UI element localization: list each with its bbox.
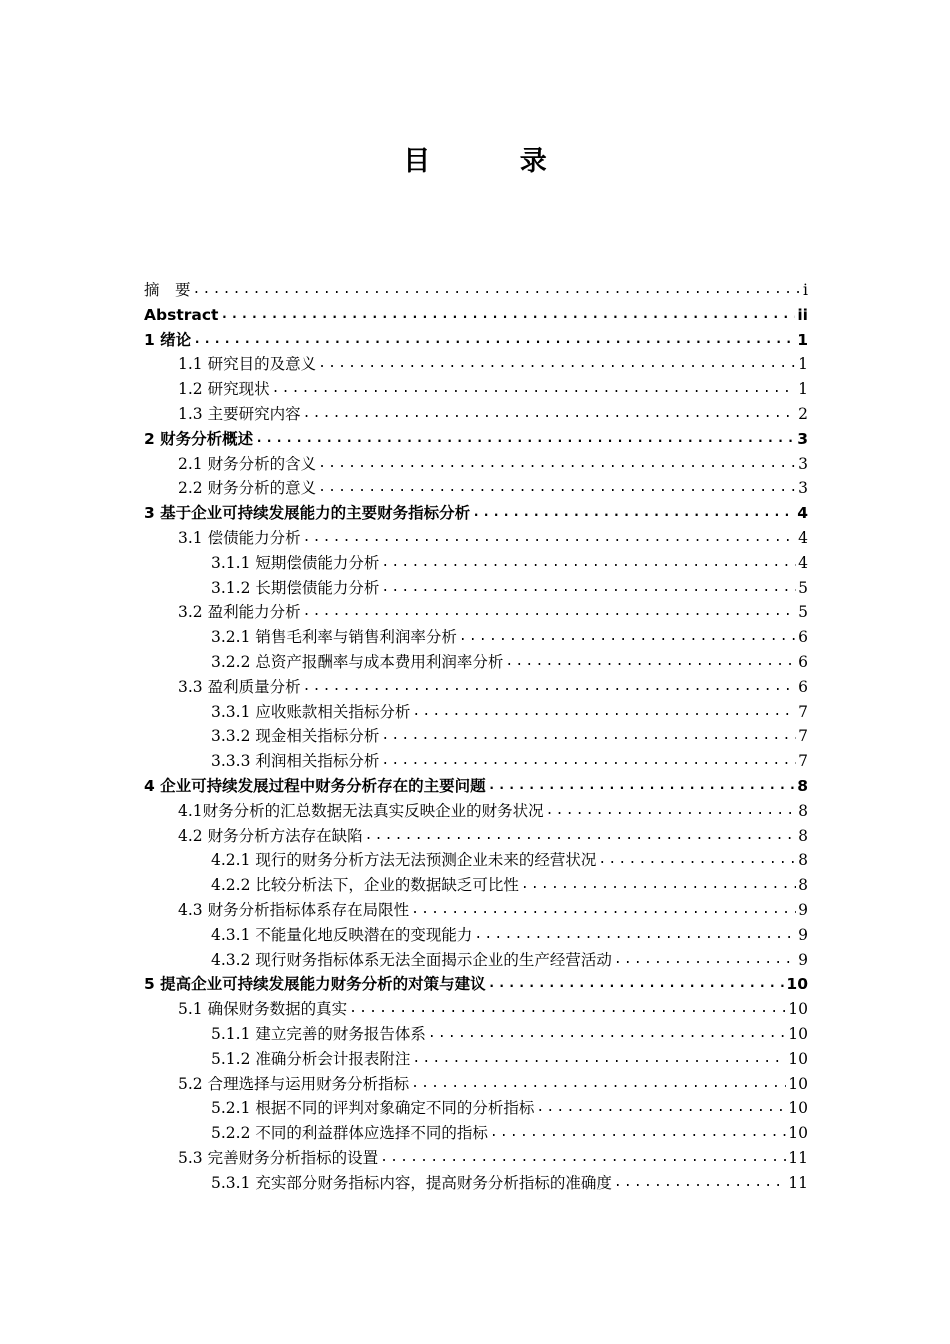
toc-page-number: 10 <box>788 1099 808 1118</box>
toc-entry-label: 5.2.2 不同的利益群体应选择不同的指标 <box>211 1124 488 1143</box>
toc-entry-label: 4.3 财务分析指标体系存在局限性 <box>178 900 410 919</box>
toc-entry[interactable] <box>144 650 808 675</box>
dot-leader <box>318 452 796 477</box>
toc-entry-label: 5.2 合理选择与运用财务分析指标 <box>178 1074 410 1093</box>
toc-entry[interactable] <box>144 1146 808 1171</box>
toc-page-number: 2 <box>798 404 808 423</box>
toc-entry-label: 3.3.1 应收账款相关指标分析 <box>211 702 411 721</box>
toc-page-number: 5 <box>798 603 808 622</box>
dot-leader <box>411 898 796 923</box>
toc-entry[interactable] <box>144 997 808 1022</box>
dot-leader <box>220 303 795 328</box>
toc-entry[interactable] <box>144 972 808 997</box>
table-of-contents <box>144 278 808 1195</box>
dot-leader <box>303 600 797 625</box>
toc-entry[interactable] <box>144 427 808 452</box>
toc-page-number: 6 <box>798 652 808 671</box>
toc-entry[interactable] <box>144 352 808 377</box>
toc-entry-label: 1.2 研究现状 <box>178 380 270 399</box>
toc-entry[interactable] <box>144 824 808 849</box>
toc-page-number: 7 <box>798 702 808 721</box>
dot-leader <box>411 1072 786 1097</box>
toc-page-number: 10 <box>788 1124 808 1143</box>
dot-leader <box>255 427 795 452</box>
toc-page-number: 10 <box>786 975 808 994</box>
dot-leader <box>488 972 785 997</box>
dot-leader <box>381 749 796 774</box>
dot-leader <box>459 625 796 650</box>
toc-entry[interactable] <box>144 1022 808 1047</box>
toc-page-number: 9 <box>798 900 808 919</box>
toc-entry[interactable] <box>144 799 808 824</box>
dot-leader <box>614 1171 786 1196</box>
dot-leader <box>412 1047 786 1072</box>
toc-entry-label: 3.3 盈利质量分析 <box>178 677 301 696</box>
toc-entry-label: 5.1 确保财务数据的真实 <box>178 1000 348 1019</box>
dot-leader <box>412 700 796 725</box>
toc-page-number: 4 <box>798 528 808 547</box>
toc-entry-label: 5.1.1 建立完善的财务报告体系 <box>211 1024 426 1043</box>
toc-page-number: 11 <box>788 1148 808 1167</box>
dot-leader <box>472 501 795 526</box>
toc-entry[interactable] <box>144 1121 808 1146</box>
toc-entry-label: 3.3.2 现金相关指标分析 <box>211 727 380 746</box>
toc-entry-label: 4 企业可持续发展过程中财务分析存在的主要问题 <box>144 776 486 795</box>
toc-page-number: 10 <box>788 1000 808 1019</box>
toc-page-number: 6 <box>798 677 808 696</box>
dot-leader <box>303 402 797 427</box>
toc-entry[interactable] <box>144 303 808 328</box>
dot-leader <box>365 824 797 849</box>
toc-page-number: 6 <box>798 628 808 647</box>
toc-entry[interactable] <box>144 551 808 576</box>
toc-entry-label: 3.1.1 短期偿债能力分析 <box>211 553 380 572</box>
dot-leader <box>380 1146 786 1171</box>
toc-entry[interactable] <box>144 1047 808 1072</box>
dot-leader <box>428 1022 786 1047</box>
toc-entry[interactable] <box>144 278 808 303</box>
toc-entry-label: 3.3.3 利润相关指标分析 <box>211 752 380 771</box>
toc-page-number: 10 <box>788 1024 808 1043</box>
toc-page-number: 3 <box>797 429 808 448</box>
toc-page-number: ii <box>797 305 808 324</box>
toc-entry[interactable] <box>144 600 808 625</box>
toc-entry[interactable] <box>144 898 808 923</box>
dot-leader <box>488 774 796 799</box>
toc-entry[interactable] <box>144 452 808 477</box>
dot-leader <box>490 1121 786 1146</box>
toc-entry[interactable] <box>144 476 808 501</box>
toc-entry[interactable] <box>144 576 808 601</box>
toc-page-number: 5 <box>798 578 808 597</box>
toc-entry[interactable] <box>144 1072 808 1097</box>
dot-leader <box>598 848 796 873</box>
toc-entry-label: 4.3.1 不能量化地反映潜在的变现能力 <box>211 925 473 944</box>
dot-leader <box>303 526 797 551</box>
toc-page-number: 8 <box>797 776 808 795</box>
toc-entry[interactable] <box>144 948 808 973</box>
dot-leader <box>303 675 797 700</box>
toc-entry-label: 4.2 财务分析方法存在缺陷 <box>178 826 363 845</box>
toc-page-number: i <box>803 281 808 299</box>
toc-entry[interactable] <box>144 526 808 551</box>
toc-page-number: 10 <box>788 1049 808 1068</box>
toc-page-number: 7 <box>798 727 808 746</box>
toc-entry-label: 5.1.2 准确分析会计报表附注 <box>211 1049 411 1068</box>
toc-entry[interactable] <box>144 923 808 948</box>
dot-leader <box>614 948 796 973</box>
toc-page-number: 7 <box>798 752 808 771</box>
toc-page-number: 3 <box>798 454 808 473</box>
toc-entry-label: 1.1 研究目的及意义 <box>178 355 317 374</box>
dot-leader <box>349 997 786 1022</box>
toc-page-number: 10 <box>788 1074 808 1093</box>
toc-entry-label: 2.1 财务分析的含义 <box>178 454 317 473</box>
toc-entry-label: 5.2.1 根据不同的评判对象确定不同的分析指标 <box>211 1099 535 1118</box>
toc-entry-label: 5.3 完善财务分析指标的设置 <box>178 1148 379 1167</box>
toc-entry-label: 3 基于企业可持续发展能力的主要财务指标分析 <box>144 504 471 523</box>
dot-leader <box>318 352 796 377</box>
toc-entry-label: 4.3.2 现行财务指标体系无法全面揭示企业的生产经营活动 <box>211 950 612 969</box>
dot-leader <box>272 377 797 402</box>
toc-entry-label: 3.2 盈利能力分析 <box>178 603 301 622</box>
toc-entry-label: 4.2.2 比较分析法下，企业的数据缺乏可比性 <box>211 876 519 895</box>
toc-page-number: 4 <box>798 553 808 572</box>
toc-entry-label: 1 绪论 <box>144 330 192 349</box>
toc-page-number: 3 <box>798 479 808 498</box>
toc-entry-label: 3.2.1 销售毛利率与销售利润率分析 <box>211 628 457 647</box>
toc-page-number: 8 <box>798 801 808 820</box>
toc-page-number: 8 <box>798 826 808 845</box>
dot-leader <box>381 551 796 576</box>
page-title: 目 录 <box>403 146 587 177</box>
toc-page-number: 8 <box>798 876 808 895</box>
toc-page-number: 8 <box>798 851 808 870</box>
dot-leader <box>381 576 796 601</box>
dot-leader <box>536 1096 786 1121</box>
dot-leader <box>474 923 796 948</box>
toc-entry-label: 4.2.1 现行的财务分析方法无法预测企业未来的经营状况 <box>211 851 597 870</box>
toc-entry[interactable] <box>144 377 808 402</box>
toc-entry-label: 2 财务分析概述 <box>144 429 254 448</box>
dot-leader <box>546 799 796 824</box>
toc-entry[interactable] <box>144 848 808 873</box>
toc-entry-label: 1.3 主要研究内容 <box>178 404 301 423</box>
toc-page-number: 9 <box>798 950 808 969</box>
toc-entry[interactable] <box>144 1171 808 1196</box>
dot-leader <box>318 476 796 501</box>
toc-entry-label: 摘 要 <box>144 281 191 299</box>
toc-entry-label: 2.2 财务分析的意义 <box>178 479 317 498</box>
toc-entry-label: 5 提高企业可持续发展能力财务分析的对策与建议 <box>144 975 486 994</box>
dot-leader <box>193 278 802 303</box>
toc-entry-label: 3.1 偿债能力分析 <box>178 528 301 547</box>
toc-entry[interactable] <box>144 749 808 774</box>
toc-page-number: 11 <box>788 1173 808 1192</box>
toc-entry-label: 3.2.2 总资产报酬率与成本费用利润率分析 <box>211 652 504 671</box>
toc-entry[interactable] <box>144 873 808 898</box>
toc-entry-label: Abstract <box>144 305 219 324</box>
dot-leader <box>505 650 796 675</box>
toc-entry-label: 5.3.1 充实部分财务指标内容，提高财务分析指标的准确度 <box>211 1173 612 1192</box>
toc-entry[interactable] <box>144 501 808 526</box>
toc-entry[interactable] <box>144 774 808 799</box>
toc-entry[interactable] <box>144 1096 808 1121</box>
toc-entry[interactable] <box>144 700 808 725</box>
toc-page-number: 1 <box>798 355 808 374</box>
toc-page-number: 1 <box>798 380 808 399</box>
toc-page-number: 9 <box>798 925 808 944</box>
toc-entry-label: 4.1财务分析的汇总数据无法真实反映企业的财务状况 <box>178 801 544 820</box>
toc-entry[interactable] <box>144 402 808 427</box>
toc-entry[interactable] <box>144 328 808 353</box>
toc-page-number: 4 <box>797 504 808 523</box>
toc-entry[interactable] <box>144 675 808 700</box>
toc-entry-label: 3.1.2 长期偿债能力分析 <box>211 578 380 597</box>
toc-page-number: 1 <box>797 330 808 349</box>
toc-entry[interactable] <box>144 724 808 749</box>
dot-leader <box>521 873 796 898</box>
dot-leader <box>381 724 796 749</box>
dot-leader <box>193 328 795 353</box>
toc-entry[interactable] <box>144 625 808 650</box>
